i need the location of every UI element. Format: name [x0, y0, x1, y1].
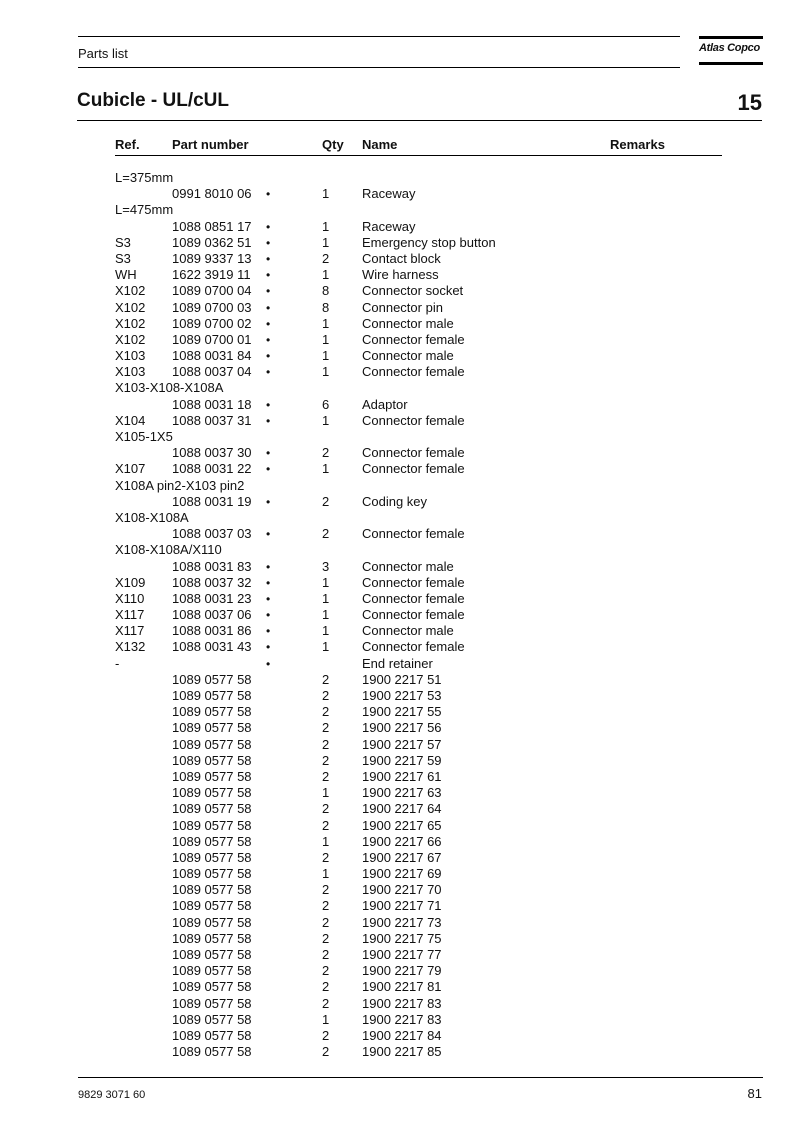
- cell-qty: 2: [322, 445, 330, 461]
- cell-part-number: 1089 0577 58: [172, 1027, 252, 1043]
- cell-name: 1900 2217 67: [362, 849, 442, 865]
- cell-ref: X103: [115, 348, 146, 364]
- section-title: Cubicle - UL/cUL: [77, 90, 230, 111]
- cell-name: 1900 2217 63: [362, 785, 442, 801]
- cell-part-number: 1089 0700 02: [172, 315, 252, 331]
- cell-name: 1900 2217 79: [362, 963, 442, 979]
- cell-name: Emergency stop button: [362, 234, 496, 250]
- cell-part-number: 1088 0851 17: [172, 218, 252, 234]
- table-row: [0, 688, 800, 704]
- header-doc-type: Parts list: [78, 46, 128, 61]
- table-row: [0, 526, 800, 542]
- cell-name: 1900 2217 71: [362, 898, 442, 914]
- cell-name: 1900 2217 57: [362, 736, 442, 752]
- cell-name: 1900 2217 81: [362, 979, 442, 995]
- cell-part-number: 1089 0577 58: [172, 736, 252, 752]
- cell-name: Connector male: [362, 315, 454, 331]
- cell-ref: X108-X108A: [115, 509, 189, 525]
- cell-part-number: 1089 0577 58: [172, 720, 252, 736]
- cell-marker: •: [266, 575, 271, 590]
- table-row: [0, 818, 800, 834]
- cell-name: 1900 2217 85: [362, 1044, 442, 1060]
- cell-marker: •: [266, 591, 271, 606]
- table-row: [0, 737, 800, 753]
- cell-part-number: 1089 0700 04: [172, 283, 252, 299]
- cell-part-number: 1089 0577 58: [172, 688, 252, 703]
- table-row: [0, 801, 800, 817]
- cell-part-number: 1089 0577 58: [172, 671, 252, 687]
- cell-qty: 1: [322, 315, 330, 331]
- footer-page-number: 81: [747, 1086, 762, 1101]
- table-row: [0, 850, 800, 866]
- cell-name: End retainer: [362, 655, 433, 671]
- cell-qty: 2: [322, 898, 330, 914]
- table-row: [0, 461, 800, 477]
- cell-part-number: 1088 0037 06: [172, 607, 252, 623]
- cell-ref: L=375mm: [115, 170, 174, 185]
- cell-name: 1900 2217 83: [362, 995, 442, 1011]
- cell-part-number: 1089 0700 01: [172, 331, 252, 347]
- table-row: [0, 947, 800, 963]
- cell-name: Connector male: [362, 558, 454, 574]
- cell-name: Raceway: [362, 218, 416, 234]
- cell-ref: X109: [115, 574, 146, 590]
- cell-qty: 2: [322, 849, 330, 865]
- table-row: [0, 591, 800, 607]
- cell-marker: •: [266, 219, 271, 234]
- table-row: [0, 251, 800, 267]
- table-row: [0, 915, 800, 931]
- brand-logo: [699, 36, 763, 66]
- cell-name: 1900 2217 59: [362, 752, 442, 768]
- cell-qty: 6: [322, 396, 330, 412]
- cell-part-number: 1089 0577 58: [172, 849, 252, 865]
- cell-qty: 1: [322, 331, 330, 347]
- cell-marker: •: [266, 462, 271, 477]
- table-row: [0, 542, 800, 558]
- section-rule: [77, 120, 762, 121]
- cell-name: 1900 2217 65: [362, 817, 442, 833]
- cell-marker: •: [266, 349, 271, 364]
- column-header-name: Name: [362, 137, 398, 152]
- logo-text: Atlas Copco: [699, 42, 760, 54]
- cell-qty: 2: [322, 493, 330, 509]
- cell-part-number: 1089 0577 58: [172, 995, 252, 1011]
- table-row: [0, 996, 800, 1012]
- cell-name: Contact block: [362, 250, 441, 266]
- table-row: [0, 882, 800, 898]
- cell-qty: 1: [322, 785, 330, 801]
- cell-name: 1900 2217 56: [362, 720, 442, 736]
- cell-marker: •: [266, 316, 271, 331]
- cell-name: Coding key: [362, 493, 428, 509]
- cell-part-number: 1088 0037 30: [172, 445, 252, 461]
- cell-ref: X102: [115, 331, 146, 347]
- cell-ref: X117: [115, 623, 145, 639]
- cell-qty: 1: [322, 186, 330, 202]
- cell-name: Adaptor: [362, 396, 408, 412]
- cell-qty: 2: [322, 526, 330, 542]
- cell-name: 1900 2217 55: [362, 704, 442, 720]
- cell-name: Connector female: [362, 461, 465, 477]
- cell-qty: 8: [322, 299, 330, 315]
- cell-ref: X102: [115, 315, 146, 331]
- cell-qty: 1: [322, 623, 330, 639]
- table-row: [0, 656, 800, 672]
- cell-ref: -: [115, 655, 120, 671]
- cell-part-number: 1088 0031 86: [172, 623, 252, 639]
- table-row: [0, 494, 800, 510]
- cell-part-number: 1089 0577 58: [172, 866, 252, 882]
- cell-name: Connector male: [362, 348, 454, 364]
- table-row: [0, 720, 800, 736]
- table-row: [0, 219, 800, 235]
- table-row: [0, 672, 800, 688]
- cell-ref: X117: [115, 607, 145, 623]
- cell-marker: •: [266, 187, 271, 202]
- cell-part-number: 1088 0031 43: [172, 639, 252, 655]
- cell-qty: 1: [322, 1011, 330, 1027]
- cell-part-number: 1089 0577 58: [172, 979, 252, 995]
- cell-name: Connector female: [362, 364, 465, 380]
- cell-qty: 1: [322, 590, 330, 606]
- cell-name: 1900 2217 83: [362, 1011, 442, 1027]
- logo-bar-top: [699, 36, 763, 39]
- cell-qty: 2: [322, 704, 330, 720]
- cell-ref: X110: [115, 590, 145, 606]
- cell-marker: •: [266, 624, 271, 639]
- cell-qty: 1: [322, 267, 330, 283]
- cell-qty: 1: [322, 364, 330, 380]
- cell-part-number: 1089 0577 58: [172, 1011, 252, 1027]
- cell-marker: •: [266, 365, 271, 380]
- column-header-remarks: Remarks: [610, 137, 665, 152]
- cell-ref: X132: [115, 639, 146, 655]
- cell-name: 1900 2217 77: [362, 947, 442, 962]
- table-row: [0, 639, 800, 655]
- column-header-part-number: Part number: [172, 137, 249, 152]
- cell-name: Connector female: [362, 639, 465, 655]
- cell-qty: 1: [322, 574, 330, 590]
- cell-ref: S3: [115, 234, 131, 250]
- cell-part-number: 1089 9337 13: [172, 250, 252, 266]
- cell-qty: 2: [322, 736, 330, 752]
- cell-qty: 2: [322, 995, 330, 1011]
- cell-qty: 2: [322, 752, 330, 768]
- cell-name: Wire harness: [362, 267, 439, 283]
- cell-qty: 2: [322, 720, 330, 736]
- table-row: [0, 510, 800, 526]
- footer-doc-code: 9829 3071 60: [78, 1089, 146, 1101]
- footer-rule: [78, 1077, 763, 1078]
- table-row: [0, 316, 800, 332]
- table-row: [0, 283, 800, 299]
- cell-marker: •: [266, 397, 271, 412]
- cell-ref: S3: [115, 250, 131, 266]
- cell-qty: 2: [322, 1044, 330, 1060]
- cell-name: 1900 2217 75: [362, 930, 442, 946]
- table-row: [0, 769, 800, 785]
- table-row: [0, 397, 800, 413]
- cell-part-number: 1089 0577 58: [172, 930, 252, 946]
- cell-name: 1900 2217 61: [362, 768, 442, 784]
- cell-part-number: 1089 0577 58: [172, 785, 252, 801]
- cell-qty: 2: [322, 947, 330, 962]
- cell-name: Connector female: [362, 412, 465, 428]
- cell-part-number: 1089 0362 51: [172, 234, 252, 250]
- cell-marker: •: [266, 284, 271, 299]
- table-row: [0, 607, 800, 623]
- cell-part-number: 1088 0031 18: [172, 396, 252, 412]
- cell-ref: X102: [115, 299, 146, 315]
- cell-qty: 1: [322, 833, 330, 849]
- cell-qty: 2: [322, 1027, 330, 1043]
- cell-marker: •: [266, 494, 271, 509]
- cell-marker: •: [266, 559, 271, 574]
- table-row: [0, 170, 800, 186]
- cell-marker: •: [266, 656, 271, 671]
- cell-name: Raceway: [362, 186, 416, 202]
- table-row: [0, 332, 800, 348]
- cell-qty: 2: [322, 671, 330, 687]
- cell-part-number: 1089 0577 58: [172, 704, 252, 720]
- cell-ref: X104: [115, 412, 146, 428]
- cell-part-number: 1089 0577 58: [172, 752, 252, 768]
- cell-ref: X108A pin2-X103 pin2: [115, 477, 245, 493]
- table-row: [0, 413, 800, 429]
- cell-part-number: 1088 0031 22: [172, 461, 252, 477]
- cell-name: 1900 2217 64: [362, 801, 442, 817]
- table-row: [0, 186, 800, 202]
- cell-qty: 1: [322, 218, 330, 234]
- cell-part-number: 1622 3919 11: [172, 267, 251, 283]
- cell-part-number: 1088 0037 04: [172, 364, 252, 380]
- table-row: [0, 785, 800, 801]
- table-row: [0, 1012, 800, 1028]
- cell-ref: X102: [115, 283, 146, 299]
- cell-qty: 2: [322, 250, 330, 266]
- table-row: [0, 834, 800, 850]
- cell-part-number: 0991 8010 06: [172, 186, 252, 202]
- cell-name: 1900 2217 51: [362, 671, 442, 687]
- cell-name: Connector female: [362, 590, 465, 606]
- cell-qty: 2: [322, 801, 330, 817]
- cell-qty: 2: [322, 688, 330, 703]
- cell-name: Connector socket: [362, 283, 464, 299]
- table-row: [0, 623, 800, 639]
- cell-part-number: 1089 0577 58: [172, 817, 252, 833]
- cell-name: 1900 2217 70: [362, 882, 442, 898]
- section-number: 15: [737, 90, 762, 115]
- cell-part-number: 1089 0577 58: [172, 914, 252, 930]
- cell-qty: 1: [322, 866, 330, 882]
- table-row: [0, 931, 800, 947]
- cell-part-number: 1089 0700 03: [172, 299, 252, 315]
- table-row: [0, 380, 800, 396]
- table-row: [0, 753, 800, 769]
- cell-qty: 2: [322, 914, 330, 930]
- table-row: [0, 445, 800, 461]
- cell-name: Connector female: [362, 331, 465, 347]
- cell-qty: 1: [322, 412, 330, 428]
- parts-table: [0, 170, 800, 1060]
- cell-qty: 2: [322, 963, 330, 979]
- table-row: [0, 300, 800, 316]
- table-row: [0, 348, 800, 364]
- cell-part-number: 1089 0577 58: [172, 801, 252, 817]
- cell-qty: 2: [322, 817, 330, 833]
- cell-name: Connector pin: [362, 299, 443, 315]
- cell-part-number: 1088 0037 31: [172, 412, 252, 428]
- table-row: [0, 979, 800, 995]
- cell-name: Connector female: [362, 445, 465, 461]
- cell-marker: •: [266, 268, 271, 283]
- cell-qty: 2: [322, 930, 330, 946]
- cell-part-number: 1089 0577 58: [172, 882, 252, 898]
- cell-part-number: 1089 0577 58: [172, 833, 252, 849]
- header-rule-bottom: [78, 67, 680, 68]
- cell-name: 1900 2217 69: [362, 866, 442, 882]
- logo-bar-bottom: [699, 62, 763, 65]
- cell-name: 1900 2217 73: [362, 914, 442, 930]
- cell-qty: 2: [322, 768, 330, 784]
- header-rule-top: [78, 36, 680, 37]
- cell-part-number: 1088 0031 84: [172, 348, 252, 364]
- table-row: [0, 235, 800, 251]
- cell-qty: 2: [322, 882, 330, 898]
- cell-marker: •: [266, 300, 271, 315]
- cell-part-number: 1089 0577 58: [172, 947, 252, 962]
- cell-qty: 3: [322, 558, 330, 574]
- table-row: [0, 559, 800, 575]
- cell-marker: •: [266, 640, 271, 655]
- cell-part-number: 1089 0577 58: [172, 768, 252, 784]
- cell-marker: •: [266, 527, 271, 542]
- cell-name: 1900 2217 84: [362, 1027, 442, 1043]
- cell-qty: 1: [322, 607, 330, 623]
- cell-qty: 1: [322, 461, 330, 477]
- cell-marker: •: [266, 608, 271, 623]
- cell-part-number: 1088 0031 83: [172, 558, 252, 574]
- cell-marker: •: [266, 251, 271, 266]
- cell-marker: •: [266, 413, 271, 428]
- table-header-rule: [115, 155, 722, 156]
- cell-qty: 2: [322, 979, 330, 995]
- cell-part-number: 1089 0577 58: [172, 1044, 252, 1060]
- cell-marker: •: [266, 332, 271, 347]
- column-header-qty: Qty: [322, 137, 344, 152]
- cell-name: 1900 2217 53: [362, 688, 442, 703]
- cell-part-number: 1088 0031 19: [172, 493, 252, 509]
- cell-part-number: 1088 0031 23: [172, 590, 252, 606]
- cell-marker: •: [266, 235, 271, 250]
- table-row: [0, 704, 800, 720]
- cell-ref: X108-X108A/X110: [115, 542, 222, 558]
- cell-qty: 1: [322, 348, 330, 364]
- table-row: [0, 202, 800, 218]
- cell-name: 1900 2217 66: [362, 833, 442, 849]
- cell-ref: X103-X108-X108A: [115, 380, 224, 396]
- table-row: [0, 478, 800, 494]
- table-row: [0, 898, 800, 914]
- cell-ref: X107: [115, 461, 146, 477]
- cell-qty: 8: [322, 283, 330, 299]
- cell-part-number: 1088 0037 03: [172, 526, 252, 542]
- table-row: [0, 866, 800, 882]
- cell-marker: •: [266, 446, 271, 461]
- cell-ref: X105-1X5: [115, 429, 173, 444]
- cell-part-number: 1089 0577 58: [172, 963, 252, 979]
- cell-part-number: 1089 0577 58: [172, 898, 252, 914]
- cell-name: Connector male: [362, 623, 454, 639]
- cell-qty: 1: [322, 639, 330, 655]
- table-row: [0, 1044, 800, 1060]
- table-row: [0, 1028, 800, 1044]
- table-row: [0, 575, 800, 591]
- table-row: [0, 267, 800, 283]
- cell-name: Connector female: [362, 574, 465, 590]
- table-row: [0, 429, 800, 445]
- cell-name: Connector female: [362, 607, 465, 623]
- cell-ref: X103: [115, 364, 146, 380]
- cell-name: Connector female: [362, 526, 465, 542]
- cell-qty: 1: [322, 234, 330, 250]
- cell-ref: WH: [115, 267, 137, 283]
- cell-part-number: 1088 0037 32: [172, 574, 252, 590]
- column-header-ref: Ref.: [115, 137, 140, 152]
- table-row: [0, 364, 800, 380]
- cell-ref: L=475mm: [115, 202, 174, 218]
- table-row: [0, 963, 800, 979]
